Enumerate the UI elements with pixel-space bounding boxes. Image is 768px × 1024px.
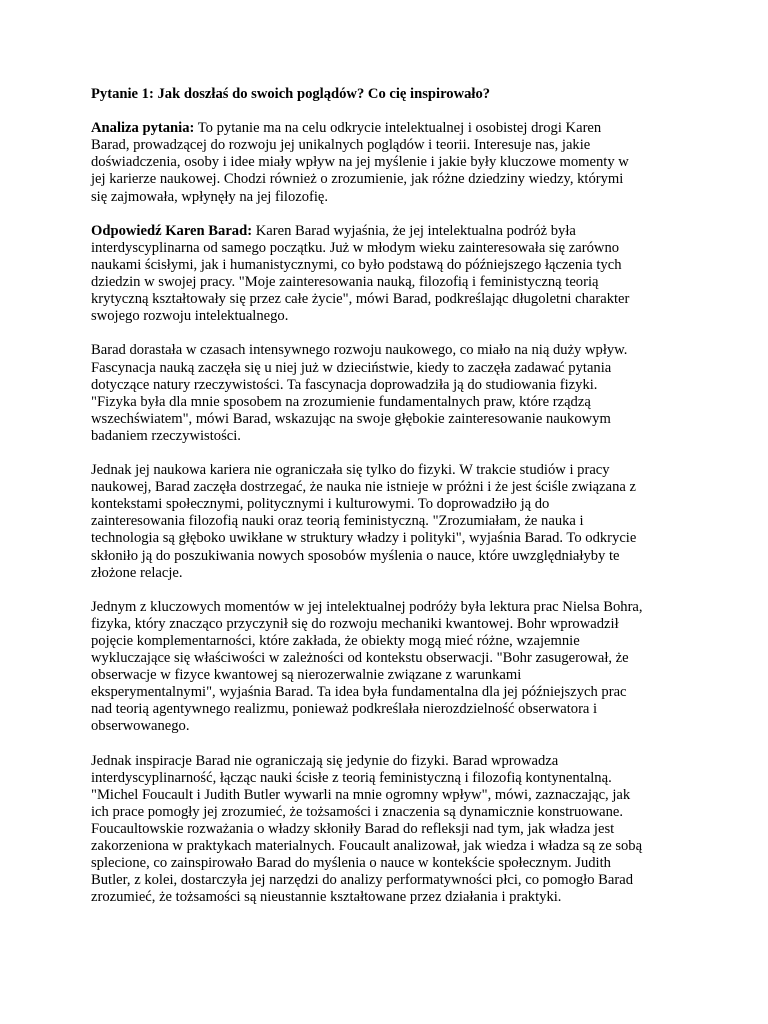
body-paragraph-5 bbox=[91, 599, 687, 736]
paragraph-line: pojęcie komplementarności, które zakłada, że obiekty mogą mieć różne, wzajemnie bbox=[91, 633, 580, 649]
paragraph-line: skłoniło ją do poszukiwania nowych sposobów myślenia o nauce, które uwzględniałyby te bbox=[91, 547, 620, 564]
paragraph-line: interdyscyplinarność, łącząc nauki ścisłe z teorią feministyczną i filozofią kontynentalną. bbox=[91, 769, 612, 786]
answer-line: naukami ścisłymi, jak i humanistycznymi, co było podstawą do późniejszego łączenia tych bbox=[91, 256, 622, 273]
answer-line: swojego rozwoju intelektualnego. bbox=[91, 308, 289, 325]
paragraph-line: ich prace pomogły jej zrozumieć, że tożsamości i znaczenia są dynamicznie konstruowane. bbox=[91, 803, 624, 820]
answer-label: Odpowiedź Karen Barad: bbox=[91, 222, 253, 239]
paragraph-line: Jednak jej naukowa kariera nie ograniczała się tylko do fizyki. W trakcie studiów i pracy bbox=[91, 462, 610, 479]
answer-text: Karen Barad wyjaśnia, że jej intelektualna podróż była bbox=[252, 222, 576, 239]
answer-paragraph bbox=[91, 223, 687, 326]
paragraph-line: złożone relacje. bbox=[91, 564, 183, 581]
paragraph-line: obserwacje w fizyce kwantowej są nierozerwalnie związane z warunkami bbox=[91, 667, 522, 684]
paragraph-line: zakorzeniona w praktykach materialnych. Foucault analizował, jak wiedza i władza są ze sobą bbox=[91, 838, 643, 855]
paragraph-line: zainteresowania filozofią nauki oraz teorią feministyczną. "Zrozumiałam, że nauka i bbox=[91, 513, 584, 530]
body-paragraph-3 bbox=[91, 342, 687, 445]
answer-line: krytyczną kształtowały się przez całe życie", mówi Barad, podkreślając długoletni charakter bbox=[91, 291, 630, 308]
analysis-line bbox=[91, 120, 687, 137]
paragraph-line: fizyka, który znacząco przyczynił się do rozwoju mechaniki kwantowej. Bohr wprowadził bbox=[91, 615, 619, 632]
analysis-label: Analiza pytania: bbox=[91, 120, 195, 137]
paragraph-line: "Fizyka była dla mnie sposobem na zrozumienie fundamentalnych praw, które rządzą bbox=[91, 393, 591, 410]
answer-line: dziedzin w swojej pracy. "Moje zainteresowania nauką, filozofią i feministyczną teorią bbox=[91, 274, 599, 291]
answer-line bbox=[91, 223, 687, 240]
question-title: Pytanie 1: Jak doszłaś do swoich poglądów? Co cię inspirowało? bbox=[91, 86, 491, 102]
paragraph-line: technologia są głęboko uwikłane w struktury władzy i polityki", wyjaśnia Barad. To odkrycie bbox=[91, 530, 637, 547]
analysis-line: się zajmowała, wpłynęły na jej filozofię. bbox=[91, 188, 329, 205]
paragraph-line: wszechświatem", mówi Barad, wskazując na swoje głębokie zainteresowanie naukowym bbox=[91, 410, 611, 427]
body-paragraph-4 bbox=[91, 462, 687, 582]
paragraph-line: Jednak inspiracje Barad nie ograniczają się jedynie do fizyki. Barad wprowadza bbox=[91, 752, 559, 769]
paragraph-line: nad teorią agentywnego realizmu, ponieważ podkreślała nierozdzielność obserwatora i bbox=[91, 701, 598, 718]
paragraph-line: Butler, z kolei, dostarczyła jej narzędzi do analizy performatywności płci, co pomogło Barad bbox=[91, 872, 634, 889]
paragraph-line: splecione, co zainspirowało Barad do myślenia o nauce w kontekście społecznym. Judith bbox=[91, 855, 611, 872]
analysis-line: doświadczenia, osoby i idee miały wpływ na jej myślenie i jakie były kluczowe momenty w bbox=[91, 154, 629, 171]
paragraph-line: Foucaultowskie rozważania o władzy skłoniły Barad do refleksji nad tym, jak władza jest bbox=[91, 821, 615, 838]
paragraph-line: kontekstami społecznymi, politycznymi i kulturowymi. To doprowadziło ją do bbox=[91, 496, 550, 513]
paragraph-line: obserwowanego. bbox=[91, 718, 190, 735]
answer-line: interdyscyplinarna od samego początku. Już w młodym wieku zainteresowała się zarówno bbox=[91, 239, 620, 256]
paragraph-line: Barad dorastała w czasach intensywnego rozwoju naukowego, co miało na nią duży wpływ. bbox=[91, 342, 628, 359]
question-heading bbox=[91, 86, 687, 103]
paragraph-line: Fascynacja nauką zaczęła się u niej już w dzieciństwie, kiedy to zaczęła zadawać pytania bbox=[91, 359, 612, 376]
analysis-paragraph bbox=[91, 120, 687, 205]
paragraph-line: zrozumieć, że tożsamości są nieustannie kształtowane przez działania i praktyki. bbox=[91, 889, 562, 906]
paragraph-line: "Michel Foucault i Judith Butler wywarli na mnie ogromny wpływ", mówi, zaznaczając, jak bbox=[91, 786, 631, 803]
paragraph-line: wykluczające się właściwości w zależności od kontekstu obserwacji. "Bohr zasugerował, że bbox=[91, 650, 629, 667]
paragraph-line: naukowej, Barad zaczęła dostrzegać, że nauka nie istnieje w próżni i że jest ściśle związana z bbox=[91, 479, 636, 496]
paragraph-line: eksperymentalnymi", wyjaśnia Barad. Ta idea była fundamentalna dla jej późniejszych prac bbox=[91, 684, 627, 701]
paragraph-line: dotyczące natury rzeczywistości. Ta fascynacja doprowadziła ją do studiowania fizyki. bbox=[91, 376, 598, 393]
document-body bbox=[91, 86, 687, 924]
analysis-text: To pytanie ma na celu odkrycie intelektualnej i osobistej drogi Karen bbox=[194, 120, 602, 137]
body-paragraph-6 bbox=[91, 753, 687, 907]
analysis-line: jej karierze naukowej. Chodzi również o zrozumienie, jak różne dziedziny wiedzy, którymi bbox=[91, 171, 624, 188]
paragraph-line: Jednym z kluczowych momentów w jej intelektualnej podróży była lektura prac Nielsa Bohra, bbox=[91, 598, 643, 615]
analysis-line: Barad, prowadzącej do rozwoju jej unikalnych poglądów i teorii. Interesuje nas, jakie bbox=[91, 137, 591, 154]
paragraph-line: badaniem rzeczywistości. bbox=[91, 427, 241, 444]
